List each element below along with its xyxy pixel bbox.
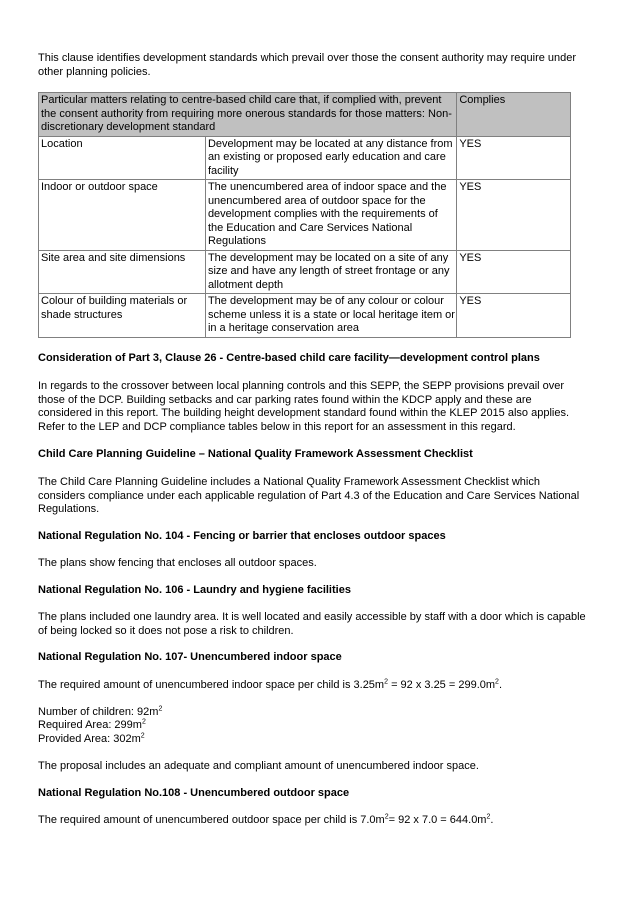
row-complies: YES [457, 294, 571, 338]
table-header-matters: Particular matters relating to centre-based child care that, if complied with, prevent the consent authority from requiring more onerous standards for those matters: Non-discretionary development standard [39, 93, 457, 137]
row-matter: Indoor or outdoor space [39, 180, 206, 251]
reg104-heading: National Regulation No. 104 - Fencing or barrier that encloses outdoor spaces [38, 530, 446, 542]
row-standard: Development may be located at any distance from an existing or proposed early education and care facility [205, 136, 456, 180]
reg107-conclusion: The proposal includes an adequate and compliant amount of unencumbered indoor space. [38, 760, 479, 772]
row-standard: The development may be of any colour or colour scheme unless it is a state or local heritage item or in a heritage conservation area [205, 294, 456, 338]
clause26-heading: Consideration of Part 3, Clause 26 - Centre-based child care facility—development control plans [38, 352, 540, 364]
reg107-required-area: Required Area: $299m^2$ [38, 718, 146, 731]
intro-paragraph: This clause identifies development standards which prevail over those the consent authority may require under other planning policies. [38, 52, 577, 78]
row-matter: Site area and site dimensions [39, 250, 206, 294]
reg108-requirement: The required amount of unencumbered outdoor space per child is $7.0m^2= 92$ x $7.0 = 644.0m^2$. [38, 813, 494, 826]
reg108-heading: National Regulation No.108 - Unencumbered outdoor space [38, 787, 350, 799]
standards-table [38, 92, 571, 338]
row-matter: Location [39, 136, 206, 180]
table-header-complies: Complies [457, 93, 571, 137]
row-standard: The unencumbered area of indoor space and the unencumbered area of outdoor space for the development complies with the requirements of the Education and Care Services National Regulations [205, 180, 456, 251]
table-row [39, 250, 571, 294]
reg106-paragraph: The plans included one laundry area. It is well located and easily accessible by staff with a door which is capable of being locked so it does not pose a risk to children. [38, 611, 586, 637]
row-complies: YES [457, 180, 571, 251]
table-row [39, 136, 571, 180]
guideline-paragraph: The Child Care Planning Guideline includes a National Quality Framework Assessment Checklist which considers compliance under each applicable regulation of Part 4.3 of the Education and Care Services National Regulations. [38, 476, 580, 515]
table-row [39, 294, 571, 338]
table-row [39, 180, 571, 251]
reg104-paragraph: The plans show fencing that encloses all outdoor spaces. [38, 557, 317, 569]
reg106-heading: National Regulation No. 106 - Laundry and hygiene facilities [38, 584, 351, 596]
reg107-heading: National Regulation No. 107- Unencumbered indoor space [38, 651, 342, 663]
guideline-heading: Child Care Planning Guideline – National Quality Framework Assessment Checklist [38, 448, 473, 460]
row-complies: YES [457, 136, 571, 180]
reg107-provided-area: Provided Area: $302m^2$ [38, 732, 145, 745]
row-complies: YES [457, 250, 571, 294]
row-matter: Colour of building materials or shade structures [39, 294, 206, 338]
row-standard: The development may be located on a site of any size and have any length of street frontage or any allotment depth [205, 250, 456, 294]
reg107-children: Number of children: $92m^2$ [38, 705, 163, 718]
reg107-requirement: The required amount of unencumbered indoor space per child is $3.25m^2 = 92$ x $3.25 = 299.0m^2$. [38, 678, 502, 691]
table-header-row [39, 93, 571, 137]
clause26-paragraph: In regards to the crossover between local planning controls and this SEPP, the SEPP provisions prevail over those of the DCP. Building setbacks and car parking rates found within the KDCP apply and these are considered in this report. The building height development standard found within the KLEP 2015 also applies. Refer to the LEP and DCP compliance tables below in this report for an assessment in this regard. [38, 380, 570, 433]
